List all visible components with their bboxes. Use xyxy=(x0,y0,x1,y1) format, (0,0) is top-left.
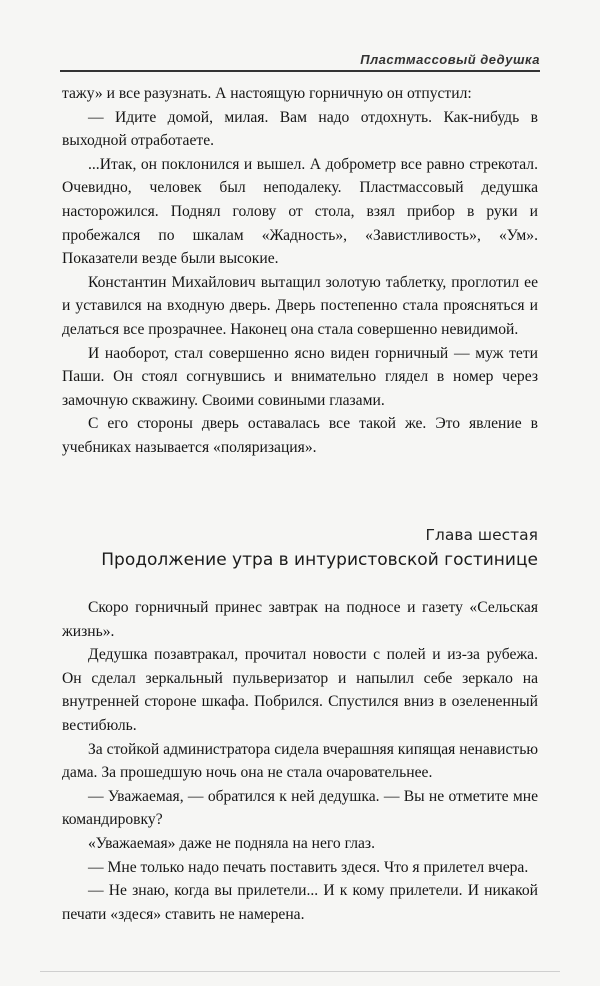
paragraph: — Мне только надо печать поставить здеся. Что я прилетел вчера. xyxy=(88,858,529,876)
running-header: Пластмассовый дедушка xyxy=(360,52,540,67)
paragraph: тажу» и все разузнать. А настоящую горничную он отпустил: xyxy=(62,85,472,102)
section-1-text xyxy=(62,82,538,460)
paragraph: С его стороны дверь оставалась все такой же. Это явление в учебниках называется «поляризация». xyxy=(62,415,538,456)
paragraph: «Уважаемая» даже не подняла на него глаз. xyxy=(88,834,375,852)
paragraph: И наоборот, стал совершенно ясно виден горничный — муж тети Паши. Он стоял согнувшись и внимательно глядел в номер через замочную скважину. Своими совиными глазами. xyxy=(62,344,538,409)
paragraph: — Не знаю, когда вы прилетели... И к кому прилетели. И никакой печати «здеся» ставить не намерена. xyxy=(62,882,538,923)
header-rule xyxy=(60,70,540,72)
paragraph: ...Итак, он поклонился и вышел. А доброметр все равно стрекотал. Очевидно, человек был неподалеку. Пластмассовый дедушка насторожился. Поднял голову от стола, взял прибор в руки и пробежался по шкалам «Жадность», «Завистливость», «Ум». Показатели везде были высокие. xyxy=(62,155,538,268)
page-bottom-edge xyxy=(40,971,560,972)
paragraph: Константин Михайлович вытащил золотую таблетку, проглотил ее и уставился на входную дверь. Дверь постепенно стала проясняться и делаться все прозрачнее. Наконец она стала совершенно невидимой. xyxy=(62,273,538,338)
section-2-text xyxy=(62,596,538,926)
chapter-label: Глава шестая xyxy=(425,526,538,544)
paragraph: Дедушка позавтракал, прочитал новости с полей и из-за рубежа. Он сделал зеркальный пульверизатор и напылил себе зеркало на внутренней стороне шкафа. Побрился. Спустился вниз в озелененный вестибюль. xyxy=(62,646,538,734)
paragraph: Скоро горничный принес завтрак на подносе и газету «Сельская жизнь». xyxy=(62,599,538,640)
paragraph: За стойкой администратора сидела вчерашняя кипящая ненавистью дама. За прошедшую ночь она не стала очаровательнее. xyxy=(62,740,538,782)
paragraph: — Идите домой, милая. Вам надо отдохнуть. Как-нибудь в выходной отработаете. xyxy=(62,108,538,150)
chapter-title: Продолжение утра в интуристовской гостинице xyxy=(101,550,538,570)
paragraph: — Уважаемая, — обратился к ней дедушка. — Вы не отметите мне командировку? xyxy=(62,787,538,829)
